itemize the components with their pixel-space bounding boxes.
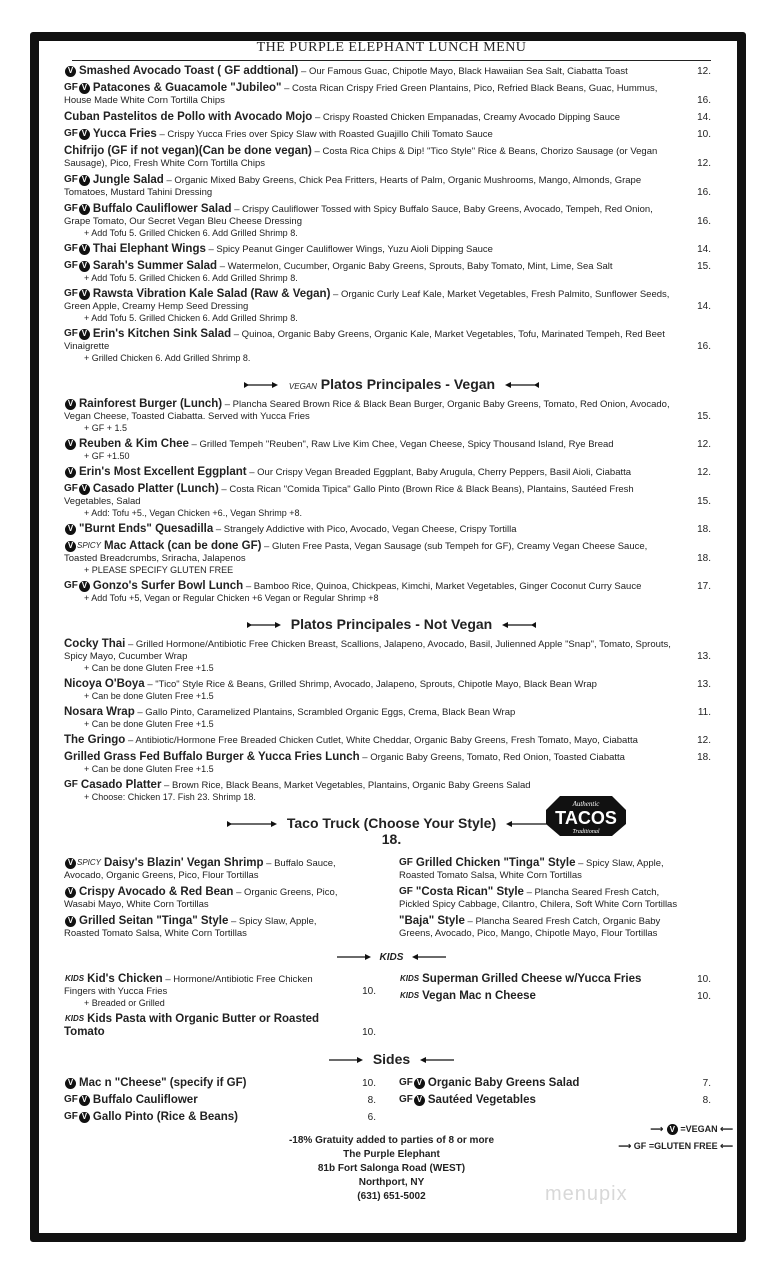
watermark-text: menupix bbox=[545, 1183, 628, 1205]
item-name: Buffalo Cauliflower bbox=[92, 1094, 198, 1106]
legend-gf-letter: GF bbox=[633, 1141, 647, 1151]
diet-badge bbox=[64, 467, 76, 478]
gluten-free-icon: GF bbox=[64, 203, 78, 215]
diet-badge bbox=[399, 857, 413, 869]
item-description: – "Tico" Style Rice & Beans, Grilled Shrimp, Avocado, Jalapeno, Sprouts, Chipotle Mayo, Black Bean Wrap bbox=[144, 679, 597, 690]
item-description: – Hormone/Antibiotic Free Chicken Fingers with Yucca Fries bbox=[64, 974, 313, 997]
diet-badge bbox=[64, 580, 90, 592]
arrow-right-icon bbox=[337, 953, 371, 961]
item-price: 18. bbox=[697, 752, 711, 763]
vegan-icon: V bbox=[65, 858, 76, 869]
item-description: – Crispy Roasted Chicken Empanadas, Creamy Avocado Dipping Sauce bbox=[312, 112, 621, 123]
menu-item bbox=[64, 1077, 384, 1090]
menu-item bbox=[64, 857, 384, 882]
item-price: 12. bbox=[697, 735, 711, 746]
item-price: 16. bbox=[697, 187, 711, 198]
item-price: 16. bbox=[697, 341, 711, 352]
gluten-free-icon: GF bbox=[64, 243, 78, 255]
sides-columns bbox=[64, 1073, 719, 1124]
diet-badge bbox=[64, 439, 76, 450]
item-name: Chifrijo (GF if not vegan)(Can be done vegan) bbox=[64, 145, 312, 157]
item-name: Crispy Avocado & Red Bean bbox=[79, 886, 234, 898]
item-addon: + Add Tofu 5. Grilled Chicken 6. Add Grilled Shrimp 8. bbox=[84, 273, 298, 283]
menu-title: THE PURPLE ELEPHANT LUNCH MENU bbox=[72, 40, 711, 61]
item-price: 14. bbox=[697, 244, 711, 255]
item-addon: + Add Tofu 5. Grilled Chicken 6. Add Grilled Shrimp 8. bbox=[84, 228, 298, 238]
item-addon: + PLEASE SPECIFY GLUTEN FREE bbox=[84, 565, 234, 575]
menu-item bbox=[64, 973, 384, 998]
kids-columns bbox=[64, 969, 719, 1039]
arrow-left-icon bbox=[420, 1056, 454, 1064]
item-description: – Quinoa, Organic Baby Greens, Organic Kale, Market Vegetables, Tofu, Marinated Tempeh, Red Beet Vinaigrette bbox=[64, 329, 665, 352]
vegan-icon: V bbox=[667, 1124, 678, 1135]
diet-badge bbox=[64, 128, 90, 140]
item-addon: + Add Tofu 5. Grilled Chicken 6. Add Grilled Shrimp 8. bbox=[84, 313, 298, 323]
item-name: Sarah's Summer Salad bbox=[92, 260, 218, 272]
item-name: Yucca Fries bbox=[92, 128, 157, 140]
arrow-right-icon bbox=[227, 820, 277, 828]
item-description: – Grilled Hormone/Antibiotic Free Chicken Breast, Scallions, Jalapeno, Avocado, Basil, Julienned Apple "Snap", Tomato, Sprouts, Spicy Mayo, Cucumber Wrap bbox=[64, 639, 671, 662]
vegan-icon: V bbox=[65, 524, 76, 535]
vegan-list bbox=[64, 398, 719, 604]
item-description: – Plancha Seared Fresh Catch, Organic Baby Greens, Avocado, Pico, Mango, Chipotle Mayo, Flour Tortillas bbox=[399, 916, 661, 939]
vegan-icon: V bbox=[65, 1078, 76, 1089]
kids-right-column bbox=[399, 969, 719, 1039]
item-name: Buffalo Cauliflower Salad bbox=[92, 203, 232, 215]
item-description: – Costa Rican "Comida Tipica" Gallo Pinto (Brown Rice & Black Beans), Plantains, Sautéed Fresh Vegetables, Salad bbox=[64, 484, 634, 507]
gluten-free-icon: GF bbox=[399, 857, 413, 869]
diet-badge bbox=[399, 1094, 425, 1106]
item-price: 8. bbox=[367, 1095, 376, 1106]
diet-badge bbox=[64, 82, 90, 94]
menu-item bbox=[64, 82, 719, 107]
item-name: Thai Elephant Wings bbox=[92, 243, 206, 255]
item-name: Grilled Grass Fed Buffalo Burger & Yucca Fries Lunch bbox=[64, 751, 360, 763]
gluten-free-icon: GF bbox=[64, 1111, 78, 1123]
diet-badge bbox=[64, 483, 90, 495]
item-name: "Costa Rican" Style bbox=[415, 886, 524, 898]
item-name: Rainforest Burger (Lunch) bbox=[79, 398, 223, 410]
kids-section-heading bbox=[64, 952, 719, 963]
notvegan-list bbox=[64, 638, 719, 803]
item-price: 10. bbox=[362, 1027, 376, 1038]
menu-item bbox=[64, 243, 719, 256]
menu-item bbox=[64, 145, 719, 170]
taco-left-column bbox=[64, 853, 384, 940]
item-name: Reuben & Kim Chee bbox=[79, 438, 189, 450]
diet-badge bbox=[64, 66, 76, 77]
item-description: – Costa Rica Chips & Dip! "Tico Style" Rice & Beans, Chorizo Sausage (or Vegan Sausage), Pico, Fresh White Corn Tortilla Chips bbox=[64, 146, 658, 169]
item-description: – Strangely Addictive with Pico, Avocado, Vegan Cheese, Crispy Tortilla bbox=[213, 524, 517, 535]
kids-left-column bbox=[64, 969, 384, 1039]
starters-list bbox=[64, 65, 719, 364]
menu-item bbox=[399, 886, 719, 911]
item-description: – Plancha Seared Brown Rice & Black Bean Burger, Organic Baby Greens, Tomato, Red Onion, Avocado, Vegan Cheese, Toasted Ciabatta. Served with Yucca Fries bbox=[64, 399, 670, 422]
item-addon: + Can be done Gluten Free +1.5 bbox=[84, 663, 214, 673]
vegan-icon: V bbox=[65, 399, 76, 410]
gluten-free-icon: GF bbox=[64, 174, 78, 186]
menu-item bbox=[64, 260, 719, 273]
diet-badge bbox=[64, 524, 76, 535]
diet-badge bbox=[64, 1094, 90, 1106]
item-description: – Watermelon, Cucumber, Organic Baby Greens, Sprouts, Baby Tomato, Mint, Lime, Sea Salt bbox=[217, 261, 613, 272]
taco-columns bbox=[64, 853, 719, 940]
menu-item bbox=[64, 466, 719, 479]
kids-icon: KIDS bbox=[400, 991, 420, 1001]
vegan-icon: V bbox=[79, 1095, 90, 1106]
item-description: – Antibiotic/Hormone Free Breaded Chicken Cutlet, White Cheddar, Organic Baby Greens, Fresh Tomato, Mayo, Ciabatta bbox=[125, 735, 638, 746]
footer-line: Northport, NY bbox=[358, 1177, 425, 1188]
item-description: – Gallo Pinto, Caramelized Plantains, Scrambled Organic Eggs, Crema, Black Bean Wrap bbox=[134, 707, 516, 718]
vegan-icon: V bbox=[79, 244, 90, 255]
diet-badge bbox=[64, 243, 90, 255]
menu-item bbox=[64, 678, 719, 691]
vegan-icon: V bbox=[414, 1078, 425, 1089]
item-name: Vegan Mac n Cheese bbox=[422, 990, 536, 1002]
diet-badge bbox=[64, 1013, 84, 1025]
menu-item bbox=[64, 111, 719, 124]
item-name: Patacones & Guacamole "Jubileo" bbox=[92, 82, 282, 94]
item-name: Nicoya O'Boya bbox=[64, 678, 145, 690]
legend-vegan bbox=[650, 1124, 733, 1135]
vegan-icon: V bbox=[65, 66, 76, 77]
vegan-icon: V bbox=[79, 329, 90, 340]
item-price: 10. bbox=[697, 129, 711, 140]
gluten-free-icon: GF bbox=[399, 1094, 413, 1106]
gluten-free-icon: GF bbox=[64, 483, 78, 495]
menu-item bbox=[64, 203, 719, 228]
item-price: 15. bbox=[697, 496, 711, 507]
diet-badge bbox=[64, 1078, 76, 1089]
item-name: Cocky Thai bbox=[64, 638, 126, 650]
item-price: 8. bbox=[702, 1095, 711, 1106]
item-description: – Spicy Slaw, Apple, Roasted Tomato Salsa, White Corn Tortillas bbox=[399, 858, 664, 881]
vegan-section-title: Platos Principales - Vegan bbox=[320, 376, 496, 392]
diet-badge bbox=[399, 886, 413, 898]
item-name: Mac Attack (can be done GF) bbox=[104, 540, 262, 552]
item-description: – Organic Baby Greens, Tomato, Red Onion, Toasted Ciabatta bbox=[359, 752, 625, 763]
tacos-logo-main: TACOS bbox=[555, 808, 617, 828]
vegan-icon: V bbox=[414, 1095, 425, 1106]
menu-item bbox=[64, 288, 719, 313]
kids-icon: KIDS bbox=[65, 974, 85, 984]
item-price: 11. bbox=[697, 707, 711, 718]
item-price: 10. bbox=[697, 974, 711, 985]
item-addon: + Add: Tofu +5., Vegan Chicken +6., Vegan Shrimp +8. bbox=[84, 508, 302, 518]
item-name: Grilled Chicken "Tinga" Style bbox=[415, 857, 576, 869]
item-name: Superman Grilled Cheese w/Yucca Fries bbox=[422, 973, 642, 985]
item-name: Gallo Pinto (Rice & Beans) bbox=[92, 1111, 238, 1123]
spicy-icon: SPICY bbox=[77, 858, 102, 868]
menu-item bbox=[64, 915, 384, 940]
diet-badge bbox=[64, 779, 78, 791]
item-addon: + GF + 1.5 bbox=[84, 423, 128, 433]
vegan-icon: V bbox=[79, 204, 90, 215]
vegan-icon: V bbox=[79, 175, 90, 186]
item-name: "Baja" Style bbox=[399, 915, 465, 927]
arrow-left-icon: ⟵ bbox=[720, 1141, 733, 1151]
gluten-free-icon: GF bbox=[64, 260, 78, 272]
vegan-icon: V bbox=[79, 1112, 90, 1123]
sides-section-title: Sides bbox=[372, 1051, 411, 1067]
gluten-free-icon: GF bbox=[399, 1077, 413, 1089]
gluten-free-icon: GF bbox=[399, 886, 413, 898]
footer-line: -18% Gratuity added to parties of 8 or more bbox=[288, 1135, 495, 1146]
tacos-logo bbox=[540, 790, 632, 840]
arrow-left-icon: ⟵ bbox=[720, 1124, 733, 1134]
diet-badge bbox=[64, 399, 76, 410]
item-name: Smashed Avocado Toast ( GF addtional) bbox=[79, 65, 299, 77]
item-addon: + Breaded or Grilled bbox=[84, 998, 165, 1008]
menu-item bbox=[64, 580, 719, 593]
gluten-free-icon: GF bbox=[64, 779, 78, 791]
diet-badge bbox=[64, 203, 90, 215]
menu-item bbox=[64, 398, 719, 423]
item-description: – Brown Rice, Black Beans, Market Vegetables, Plantains, Organic Baby Greens Salad bbox=[161, 780, 531, 791]
footer-line: (631) 651-5002 bbox=[357, 1191, 426, 1202]
sides-right-column bbox=[399, 1073, 719, 1124]
item-name: Daisy's Blazin' Vegan Shrimp bbox=[104, 857, 264, 869]
menu-item bbox=[64, 1094, 384, 1107]
arrow-left-icon bbox=[505, 381, 539, 389]
item-price: 13. bbox=[697, 651, 711, 662]
item-name: Organic Baby Greens Salad bbox=[427, 1077, 580, 1089]
diet-badge bbox=[64, 540, 101, 552]
item-name: Grilled Seitan "Tinga" Style bbox=[79, 915, 229, 927]
item-addon: + Can be done Gluten Free +1.5 bbox=[84, 691, 214, 701]
menu-item bbox=[399, 1094, 719, 1107]
gluten-free-icon: GF bbox=[64, 288, 78, 300]
item-description: – Our Crispy Vegan Breaded Eggplant, Baby Arugula, Cherry Peppers, Basil Aioli, Ciabatta bbox=[246, 467, 632, 478]
item-description: – Our Famous Guac, Chipotle Mayo, Black Hawaiian Sea Salt, Ciabatta Toast bbox=[298, 66, 628, 77]
vegan-icon: V bbox=[65, 541, 76, 552]
vegan-section-heading bbox=[64, 376, 719, 392]
item-price: 15. bbox=[697, 261, 711, 272]
vegan-icon: V bbox=[65, 467, 76, 478]
menu-item bbox=[64, 540, 719, 565]
item-name: The Gringo bbox=[64, 734, 126, 746]
item-name: Erin's Most Excellent Eggplant bbox=[79, 466, 247, 478]
item-price: 12. bbox=[697, 66, 711, 77]
arrow-left-icon bbox=[412, 953, 446, 961]
vegan-icon: V bbox=[65, 887, 76, 898]
item-addon: + Add Tofu +5, Vegan or Regular Chicken +6 Vegan or Regular Shrimp +8 bbox=[84, 593, 379, 603]
menu-item bbox=[64, 483, 719, 508]
diet-badge bbox=[399, 1077, 425, 1089]
vegan-icon: V bbox=[79, 129, 90, 140]
vegan-icon: V bbox=[65, 916, 76, 927]
kids-section-title: KIDS bbox=[379, 952, 404, 963]
arrow-right-icon bbox=[329, 1056, 363, 1064]
item-price: 14. bbox=[697, 301, 711, 312]
vegan-prefix: VEGAN bbox=[288, 382, 317, 391]
menu-item bbox=[399, 990, 719, 1003]
item-description: – Plancha Seared Fresh Catch, Pickled Spicy Cabbage, Cilantro, Chilera, Soft White Corn Tortillas bbox=[399, 887, 678, 910]
vegan-icon: V bbox=[79, 261, 90, 272]
item-price: 12. bbox=[697, 467, 711, 478]
item-price: 13. bbox=[697, 679, 711, 690]
item-description: – Organic Mixed Baby Greens, Chick Pea Fritters, Hearts of Palm, Organic Mushrooms, Mango, Almonds, Grape Tomatoes, Mustard Tahini Dressing bbox=[64, 175, 642, 198]
menu-item bbox=[64, 128, 719, 141]
item-price: 14. bbox=[697, 112, 711, 123]
item-price: 16. bbox=[697, 216, 711, 227]
diet-badge bbox=[64, 887, 76, 898]
menu-item bbox=[64, 328, 719, 353]
item-name: Nosara Wrap bbox=[64, 706, 135, 718]
sides-section-heading bbox=[64, 1051, 719, 1067]
item-name: Erin's Kitchen Sink Salad bbox=[92, 328, 232, 340]
arrow-left-icon bbox=[502, 621, 536, 629]
vegan-icon: V bbox=[65, 439, 76, 450]
gluten-free-icon: GF bbox=[64, 580, 78, 592]
item-addon: + Grilled Chicken 6. Add Grilled Shrimp 8. bbox=[84, 353, 251, 363]
menu-item bbox=[64, 438, 719, 451]
item-name: Cuban Pastelitos de Pollo with Avocado Mojo bbox=[64, 111, 313, 123]
item-name: Rawsta Vibration Kale Salad (Raw & Vegan) bbox=[92, 288, 331, 300]
item-addon: + Choose: Chicken 17. Fish 23. Shrimp 18. bbox=[84, 792, 256, 802]
menu-item bbox=[64, 1111, 384, 1124]
item-name: Mac n "Cheese" (specify if GF) bbox=[79, 1077, 247, 1089]
item-price: 15. bbox=[697, 411, 711, 422]
item-description: – Grilled Tempeh "Reuben", Raw Live Kim Chee, Vegan Cheese, Spicy Thousand Island, Rye Bread bbox=[188, 439, 614, 450]
item-description: – Buffalo Sauce, Avocado, Organic Greens, Pico, Flour Tortillas bbox=[64, 858, 336, 881]
item-name: Casado Platter bbox=[80, 779, 162, 791]
item-price: 12. bbox=[697, 158, 711, 169]
diet-badge bbox=[64, 857, 101, 869]
notvegan-section-title: Platos Principales - Not Vegan bbox=[290, 616, 493, 632]
diet-badge bbox=[399, 990, 419, 1002]
item-price: 18. bbox=[697, 524, 711, 535]
diet-badge bbox=[64, 260, 90, 272]
diet-badge bbox=[64, 288, 90, 300]
item-name: "Burnt Ends" Quesadilla bbox=[79, 523, 214, 535]
legend-vegan-label: =VEGAN bbox=[680, 1124, 718, 1134]
menu-item bbox=[64, 174, 719, 199]
diet-badge bbox=[64, 973, 84, 985]
taco-section-title: Taco Truck (Choose Your Style) bbox=[286, 815, 497, 831]
taco-price: 18. bbox=[381, 831, 402, 847]
item-description: – Crispy Yucca Fries over Spicy Slaw with Roasted Guajillo Chili Tomato Sauce bbox=[156, 129, 493, 140]
notvegan-section-heading bbox=[64, 616, 719, 632]
tacos-logo-top: Authentic bbox=[572, 800, 600, 808]
item-description: – Bamboo Rice, Quinoa, Chickpeas, Kimchi, Market Vegetables, Ginger Coconut Curry Sauce bbox=[243, 581, 642, 592]
menu-item bbox=[399, 915, 719, 940]
kids-icon: KIDS bbox=[65, 1014, 85, 1024]
diet-badge bbox=[64, 174, 90, 186]
menu-item bbox=[64, 638, 719, 663]
legend-gf bbox=[618, 1141, 733, 1152]
gluten-free-icon: GF bbox=[64, 82, 78, 94]
menu-item bbox=[64, 1013, 384, 1039]
vegan-icon: V bbox=[79, 581, 90, 592]
arrow-right-icon bbox=[247, 621, 281, 629]
kids-icon: KIDS bbox=[400, 974, 420, 984]
arrow-right-icon bbox=[244, 381, 278, 389]
menu-item bbox=[64, 706, 719, 719]
item-name: Jungle Salad bbox=[92, 174, 164, 186]
item-description: – Spicy Peanut Ginger Cauliflower Wings, Yuzu Aioli Dipping Sauce bbox=[205, 244, 493, 255]
arrow-right-icon: ⟶ bbox=[650, 1124, 664, 1134]
diet-badge bbox=[64, 916, 76, 927]
item-description: – Gluten Free Pasta, Vegan Sausage (sub Tempeh for GF), Creamy Vegan Cheese Sauce, Toasted Breadcrumbs, Sriracha, Jalapenos bbox=[64, 541, 648, 564]
item-description: – Crispy Cauliflower Tossed with Spicy Buffalo Sauce, Baby Greens, Avocado, Tempeh, Red Onion, Grape Tomato, Our Secret Vegan Bleu Cheese Dressing bbox=[64, 204, 653, 227]
menu-item bbox=[64, 886, 384, 911]
item-price: 12. bbox=[697, 439, 711, 450]
gluten-free-icon: GF bbox=[64, 1094, 78, 1106]
menu-item bbox=[64, 523, 719, 536]
vegan-icon: V bbox=[79, 289, 90, 300]
vegan-icon: V bbox=[79, 484, 90, 495]
menu-item bbox=[64, 751, 719, 764]
item-price: 10. bbox=[362, 1078, 376, 1089]
menu-item bbox=[64, 65, 719, 78]
gluten-free-icon: GF bbox=[64, 328, 78, 340]
sides-left-column bbox=[64, 1073, 384, 1124]
item-name: Kid's Chicken bbox=[87, 973, 163, 985]
footer-line: The Purple Elephant bbox=[343, 1149, 440, 1160]
item-price: 10. bbox=[697, 991, 711, 1002]
item-addon: + Can be done Gluten Free +1.5 bbox=[84, 764, 214, 774]
item-name: Sautéed Vegetables bbox=[427, 1094, 536, 1106]
diet-badge bbox=[399, 973, 419, 985]
gluten-free-icon: GF bbox=[64, 128, 78, 140]
item-addon: + Can be done Gluten Free +1.5 bbox=[84, 719, 214, 729]
tacos-logo-bottom: Traditional bbox=[572, 829, 600, 835]
menu-item bbox=[399, 973, 719, 986]
item-price: 17. bbox=[697, 581, 711, 592]
vegan-icon: V bbox=[79, 83, 90, 94]
menu-item bbox=[399, 857, 719, 882]
item-addon: + GF +1.50 bbox=[84, 451, 130, 461]
item-price: 10. bbox=[362, 986, 376, 997]
item-name: Casado Platter (Lunch) bbox=[92, 483, 219, 495]
diet-badge bbox=[64, 1111, 90, 1123]
item-description: – Spicy Slaw, Apple, Roasted Tomato Salsa, White Corn Tortillas bbox=[64, 916, 317, 939]
item-price: 16. bbox=[697, 95, 711, 106]
item-description: – Costa Rican Crispy Fried Green Plantains, Pico, Refried Black Beans, Guac, Hummus, House Made White Corn Tortilla Chips bbox=[64, 83, 658, 106]
item-description: – Organic Curly Leaf Kale, Market Vegetables, Fresh Palmito, Sunflower Seeds, Green Apple, Creamy Hemp Seed Dressing bbox=[64, 289, 670, 312]
arrow-right-icon: ⟶ bbox=[618, 1141, 632, 1151]
item-description: – Organic Greens, Pico, Wasabi Mayo, White Corn Tortillas bbox=[64, 887, 338, 910]
item-price: 6. bbox=[367, 1112, 376, 1123]
menu-content bbox=[64, 40, 719, 1204]
diet-badge bbox=[64, 328, 90, 340]
footer-line: 81b Fort Salonga Road (WEST) bbox=[317, 1163, 466, 1174]
item-name: Gonzo's Surfer Bowl Lunch bbox=[92, 580, 244, 592]
item-price: 7. bbox=[702, 1078, 711, 1089]
taco-right-column bbox=[399, 853, 719, 940]
menu-item bbox=[399, 1077, 719, 1090]
item-name: Kids Pasta with Organic Butter or Roasted Tomato bbox=[64, 1013, 320, 1038]
legend-gf-label: =GLUTEN FREE bbox=[648, 1141, 718, 1151]
item-price: 18. bbox=[697, 553, 711, 564]
menu-item bbox=[64, 734, 719, 747]
spicy-icon: SPICY bbox=[77, 541, 102, 551]
